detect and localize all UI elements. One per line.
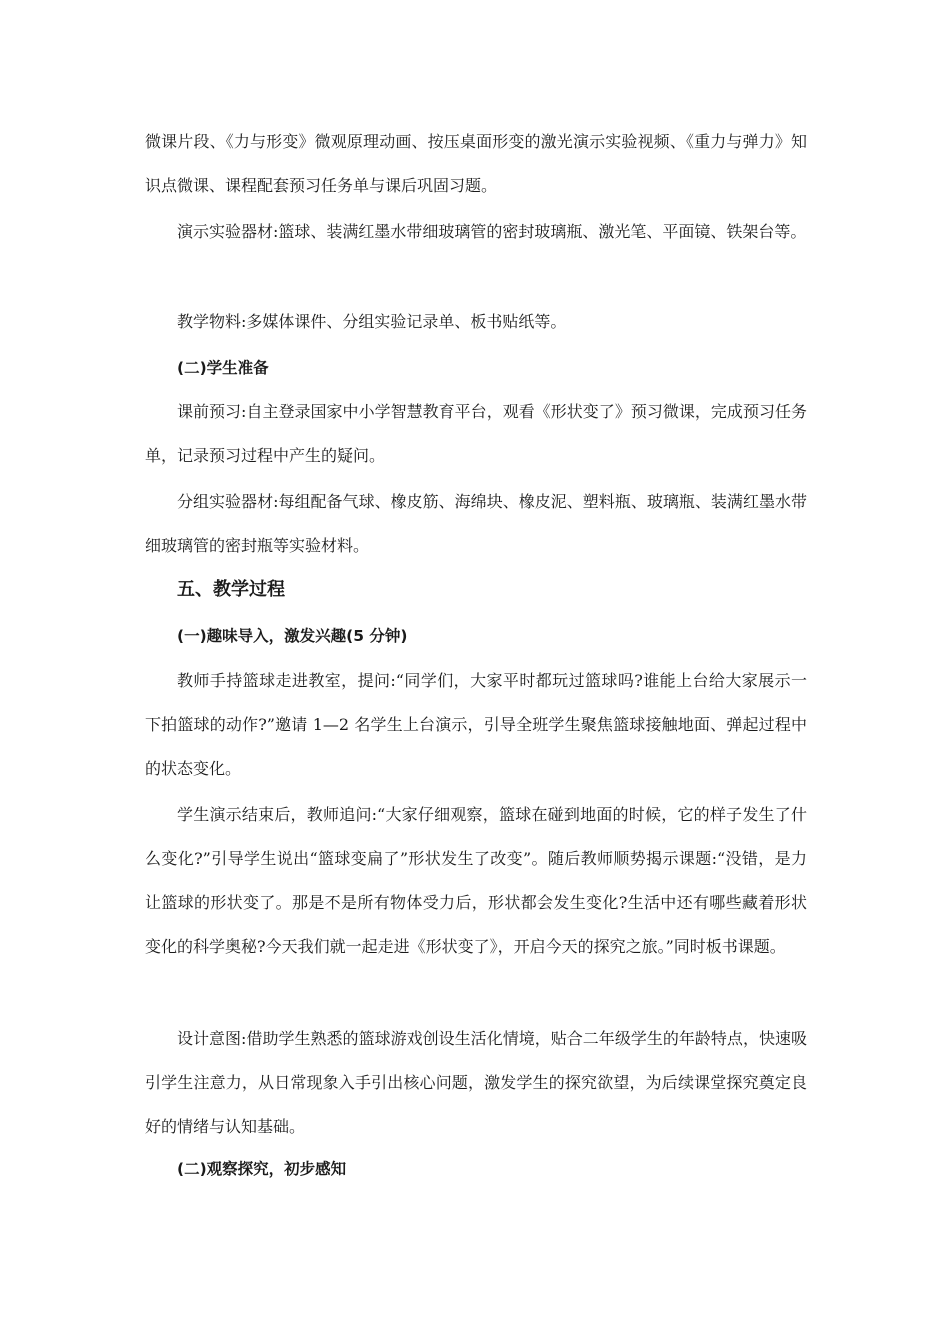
subheading-student-preparation: (二)学生准备 xyxy=(177,359,269,377)
subheading-fun-introduction: (一)趣味导入，激发兴趣(5 分钟) xyxy=(177,627,408,645)
paragraph-preview: 课前预习:自主登录国家中小学智慧教育平台，观看《形状变了》预习微课，完成预习任务单，记录预习过程中产生的疑问。 xyxy=(145,402,807,465)
section-heading-teaching-process: 五、教学过程 xyxy=(177,579,285,600)
paragraph-intro-2: 学生演示结束后，教师追问:“大家仔细观察，篮球在碰到地面的时候，它的样子发生了什么变化?”引导学生说出“篮球变扁了”形状发生了改变”。随后教师顺势揭示课题:“没错，是力让篮球的形状变了。那是不是所有物体受力后，形状都会发生变化?生活中还有哪些藏着形状变化的科学奥秘?今天我们就一起走进《形状变了》，开启今天的探究之旅。”同时板书课题。 xyxy=(145,805,807,956)
paragraph-intro-1: 教师手持篮球走进教室，提问:“同学们，大家平时都玩过篮球吗?谁能上台给大家展示一下拍篮球的动作?”邀请 1—2 名学生上台演示，引导全班学生聚焦篮球接触地面、弹起过程中的状态变化。 xyxy=(145,671,807,778)
paragraph-resources-continued: 微课片段、《力与形变》微观原理动画、按压桌面形变的激光演示实验视频、《重力与弹力》知识点微课、课程配套预习任务单与课后巩固习题。 xyxy=(145,132,807,195)
paragraph-teaching-materials: 教学物料:多媒体课件、分组实验记录单、板书贴纸等。 xyxy=(177,312,567,331)
paragraph-group-equipment: 分组实验器材:每组配备气球、橡皮筋、海绵块、橡皮泥、塑料瓶、玻璃瓶、装满红墨水带细玻璃管的密封瓶等实验材料。 xyxy=(145,492,807,555)
paragraph-demo-equipment: 演示实验器材:篮球、装满红墨水带细玻璃管的密封玻璃瓶、激光笔、平面镜、铁架台等。 xyxy=(177,222,807,241)
paragraph-design-intent: 设计意图:借助学生熟悉的篮球游戏创设生活化情境，贴合二年级学生的年龄特点，快速吸引学生注意力，从日常现象入手引出核心问题，激发学生的探究欲望，为后续课堂探究奠定良好的情绪与认知基础。 xyxy=(145,1029,807,1136)
subheading-observation-inquiry: (二)观察探究，初步感知 xyxy=(177,1160,347,1178)
